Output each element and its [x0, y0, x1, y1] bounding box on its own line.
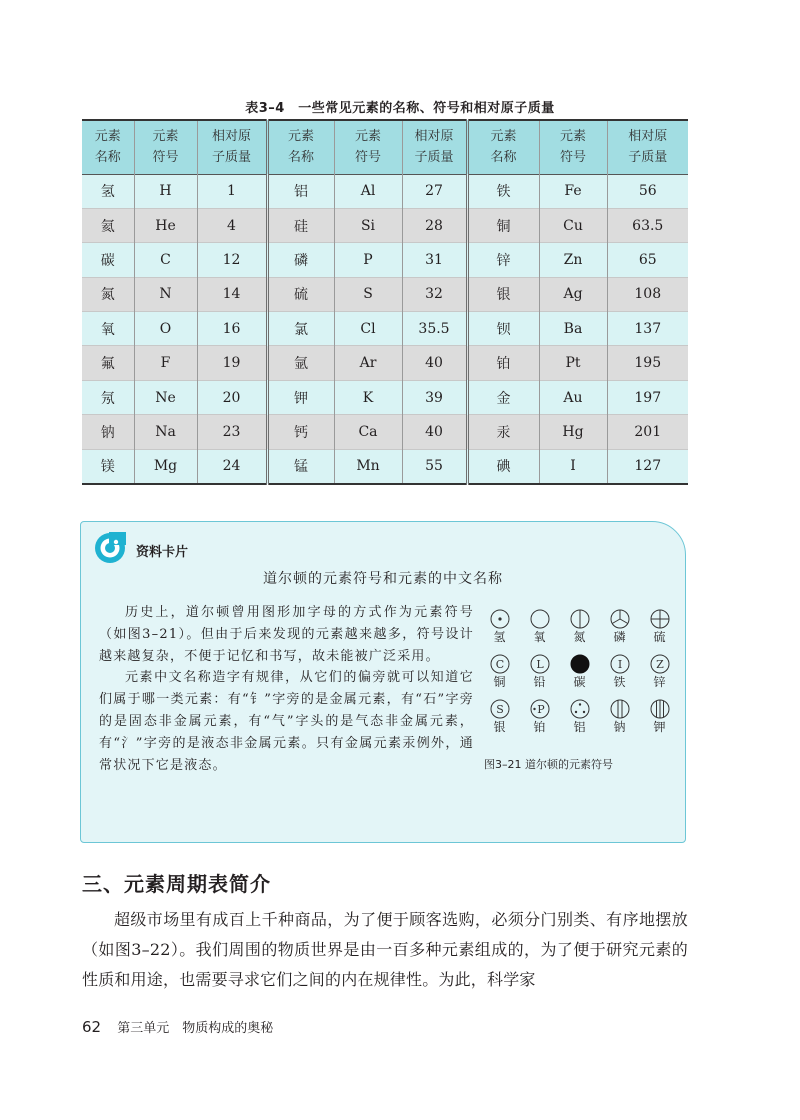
table-cell: Cl	[334, 312, 402, 346]
table-cell: 硫	[267, 277, 334, 311]
table-cell: 32	[402, 277, 467, 311]
table-cell: 氖	[82, 380, 134, 414]
table-cell: 197	[634, 389, 662, 406]
header-cell: 元素 名称	[267, 120, 334, 174]
dalton-symbol	[601, 699, 638, 741]
header-cell: 相对原 子质量	[197, 120, 267, 174]
dalton-symbol	[481, 654, 518, 696]
dalton-symbol-icon	[490, 699, 510, 719]
table-cell: 20	[197, 380, 267, 414]
table-cell: 磷	[267, 243, 334, 277]
dalton-symbol-name: 铜	[493, 675, 506, 689]
dalton-symbol-name: 铂	[533, 720, 546, 734]
dalton-symbol-name: 氧	[533, 630, 546, 644]
table-cell: 24	[197, 449, 267, 483]
table-cell: 铂	[467, 346, 539, 380]
dalton-symbol-name: 磷	[613, 630, 626, 644]
table-cell: Mn	[334, 449, 402, 483]
dalton-symbol-name: 碳	[573, 675, 586, 689]
table-cell: 56	[638, 183, 657, 200]
dalton-symbol-icon	[530, 654, 550, 674]
table-cell: 65	[638, 251, 657, 268]
table-cell: Hg	[539, 415, 607, 449]
dalton-symbol-icon	[570, 609, 590, 629]
dalton-symbol	[561, 609, 598, 651]
table-row	[82, 415, 688, 449]
dalton-symbol	[561, 654, 598, 696]
table-cell: 40	[402, 346, 467, 380]
dalton-symbol-icon	[610, 699, 630, 719]
section-heading: 三、元素周期表简介	[82, 872, 271, 896]
dalton-symbol	[481, 699, 518, 741]
dalton-symbol-icon	[650, 609, 670, 629]
dalton-symbol	[481, 609, 518, 651]
table-cell: 31	[402, 243, 467, 277]
dalton-symbol-letter: S	[495, 703, 504, 716]
table-cell: 金	[467, 380, 539, 414]
dalton-symbol-name: 银	[493, 720, 506, 734]
dalton-symbol	[601, 609, 638, 651]
table-cell: 氯	[267, 312, 334, 346]
table-cell: 55	[402, 449, 467, 483]
table-cell: 1	[197, 174, 267, 208]
info-card	[80, 521, 686, 843]
table-cell: 195	[634, 355, 662, 372]
dalton-symbol-icon	[570, 699, 590, 719]
table-cell: 12	[197, 243, 267, 277]
table-row	[82, 346, 688, 380]
table-cell: Al	[334, 174, 402, 208]
table-cell: 28	[402, 208, 467, 242]
table-cell: H	[134, 174, 197, 208]
dalton-symbol-icon	[610, 609, 630, 629]
dalton-symbol-name: 氢	[493, 630, 506, 644]
table-cell: 银	[467, 277, 539, 311]
table-cell: 硅	[267, 208, 334, 242]
dalton-symbol-letter: C	[495, 658, 504, 671]
info-paragraph: 元素中文名称造字有规律，从它们的偏旁就可以知道它们属于哪一类元素：有“钅”字旁的是金属元素，有“石”字旁的是固态非金属元素，有“气”字头的是气态非金属元素，有“氵”字旁的是液态非金属元素。只有金属元素汞例外，通常状况下它是液态。	[99, 670, 474, 773]
info-card-label: 资料卡片	[136, 545, 189, 560]
table-cell: 63.5	[632, 217, 664, 234]
table-cell: N	[134, 277, 197, 311]
table-cell: 锌	[467, 243, 539, 277]
table-cell: Ar	[334, 346, 402, 380]
info-paragraph: 历史上，道尔顿曾用图形加字母的方式作为元素符号（如图3–21）。但由于后来发现的元素越来越多，符号设计越来越复杂，不便于记忆和书写，故未能被广泛采用。	[99, 605, 474, 664]
table-cell: 镁	[82, 449, 134, 483]
dalton-symbol	[641, 699, 678, 741]
table-cell: 14	[197, 277, 267, 311]
table-cell: 19	[197, 346, 267, 380]
table-cell: Si	[334, 208, 402, 242]
table-cell: 汞	[467, 415, 539, 449]
table-cell: F	[134, 346, 197, 380]
table-cell: P	[334, 243, 402, 277]
dalton-symbol-icon	[490, 654, 510, 674]
table-cell: 127	[634, 458, 662, 475]
table-caption: 表3–4 一些常见元素的名称、符号和相对原子质量	[245, 101, 555, 116]
dalton-symbol-name: 锌	[653, 675, 666, 689]
table-row	[82, 174, 688, 208]
element-table	[82, 119, 688, 485]
table-cell: 氟	[82, 346, 134, 380]
table-cell: Mg	[134, 449, 197, 483]
dalton-symbol	[521, 654, 558, 696]
header-cell: 元素 名称	[82, 120, 134, 174]
table-cell: 钾	[267, 380, 334, 414]
table-cell: 氢	[82, 174, 134, 208]
dalton-symbol-icon	[650, 699, 670, 719]
page-number: 62	[82, 1018, 102, 1036]
dalton-symbol-icon	[530, 699, 550, 719]
table-cell: 氦	[82, 208, 134, 242]
dalton-symbol-name: 铁	[613, 675, 626, 689]
table-cell: 钙	[267, 415, 334, 449]
page-footer	[82, 1017, 273, 1036]
table-cell: Ag	[539, 277, 607, 311]
table-cell: 23	[197, 415, 267, 449]
dalton-symbol-name: 铅	[533, 675, 546, 689]
table-row	[82, 312, 688, 346]
dalton-symbol	[521, 609, 558, 651]
table-cell: 40	[402, 415, 467, 449]
table-cell: 201	[634, 423, 662, 440]
table-body	[82, 174, 688, 484]
table-cell: I	[539, 449, 607, 483]
table-cell: 碳	[82, 243, 134, 277]
body-paragraph: 超级市场里有成百上千种商品，为了便于顾客选购，必须分门别类、有序地摆放（如图3–22）。我们周围的物质世界是由一百多种元素组成的，为了便于研究元素的性质和用途，也需要寻求它们之间的内在规律性。为此，科学家	[82, 910, 688, 989]
table-cell: K	[334, 380, 402, 414]
header-cell: 相对原 子质量	[402, 120, 467, 174]
table-cell: Fe	[539, 174, 607, 208]
dalton-symbol-icon	[530, 609, 550, 629]
table-cell: 铝	[267, 174, 334, 208]
table-cell: 锰	[267, 449, 334, 483]
dalton-symbol	[641, 609, 678, 651]
dalton-symbol-name: 硫	[653, 630, 666, 644]
table-row	[82, 449, 688, 483]
table-cell: 铁	[467, 174, 539, 208]
dalton-symbol	[601, 654, 638, 696]
info-card-title: 道尔顿的元素符号和元素的中文名称	[263, 571, 503, 587]
dalton-symbol-name: 铝	[573, 720, 586, 734]
table-cell: 铜	[467, 208, 539, 242]
info-card-text	[99, 602, 474, 776]
dalton-symbol-letter: L	[535, 658, 544, 671]
table-cell: He	[134, 208, 197, 242]
table-cell: 39	[402, 380, 467, 414]
table-cell: 碘	[467, 449, 539, 483]
table-row	[82, 208, 688, 242]
table-cell: C	[134, 243, 197, 277]
table-cell: Zn	[539, 243, 607, 277]
table-cell: O	[134, 312, 197, 346]
header-cell: 元素 符号	[539, 120, 607, 174]
dalton-symbol-icon	[610, 654, 630, 674]
table-cell: 钠	[82, 415, 134, 449]
dalton-symbol	[521, 699, 558, 741]
table-cell: 氧	[82, 312, 134, 346]
header-cell: 相对原 子质量	[628, 129, 668, 166]
table-cell: 4	[197, 208, 267, 242]
table-row	[82, 380, 688, 414]
dalton-symbol-letter: Z	[655, 658, 664, 671]
dalton-symbol	[561, 699, 598, 741]
figure-caption: 图3–21 道尔顿的元素符号	[484, 758, 613, 771]
dalton-symbol-name: 钾	[653, 720, 666, 734]
table-cell: 35.5	[402, 312, 467, 346]
dalton-symbol-letter: I	[617, 658, 622, 671]
table-cell: 137	[634, 320, 662, 337]
dalton-symbol-icon	[490, 609, 510, 629]
table-cell: Ca	[334, 415, 402, 449]
table-row	[82, 277, 688, 311]
table-cell: 108	[634, 286, 662, 303]
table-cell: 27	[402, 174, 467, 208]
header-cell: 元素 符号	[134, 120, 197, 174]
table-cell: 氮	[82, 277, 134, 311]
table-row	[82, 243, 688, 277]
table-cell: 钡	[467, 312, 539, 346]
table-cell: 16	[197, 312, 267, 346]
table-cell: 氩	[267, 346, 334, 380]
header-cell: 元素 名称	[467, 120, 539, 174]
dalton-symbol-icon	[570, 654, 590, 674]
body-text	[82, 905, 688, 995]
dalton-symbol-icon	[650, 654, 670, 674]
info-card-logo-icon	[94, 532, 126, 564]
table-cell: Pt	[539, 346, 607, 380]
table-cell: Ba	[539, 312, 607, 346]
table-cell: S	[334, 277, 402, 311]
dalton-symbol-name: 钠	[613, 720, 626, 734]
dalton-symbol-name: 氮	[573, 630, 586, 644]
header-cell: 元素 符号	[334, 120, 402, 174]
svg-text:P: P	[536, 703, 545, 716]
table-cell: Na	[134, 415, 197, 449]
table-cell: Ne	[134, 380, 197, 414]
table-cell: Cu	[539, 208, 607, 242]
dalton-symbol	[641, 654, 678, 696]
chapter-title: 第三单元 物质构成的奥秘	[117, 1021, 274, 1036]
table-cell: Au	[539, 380, 607, 414]
table-header-row	[82, 120, 688, 174]
